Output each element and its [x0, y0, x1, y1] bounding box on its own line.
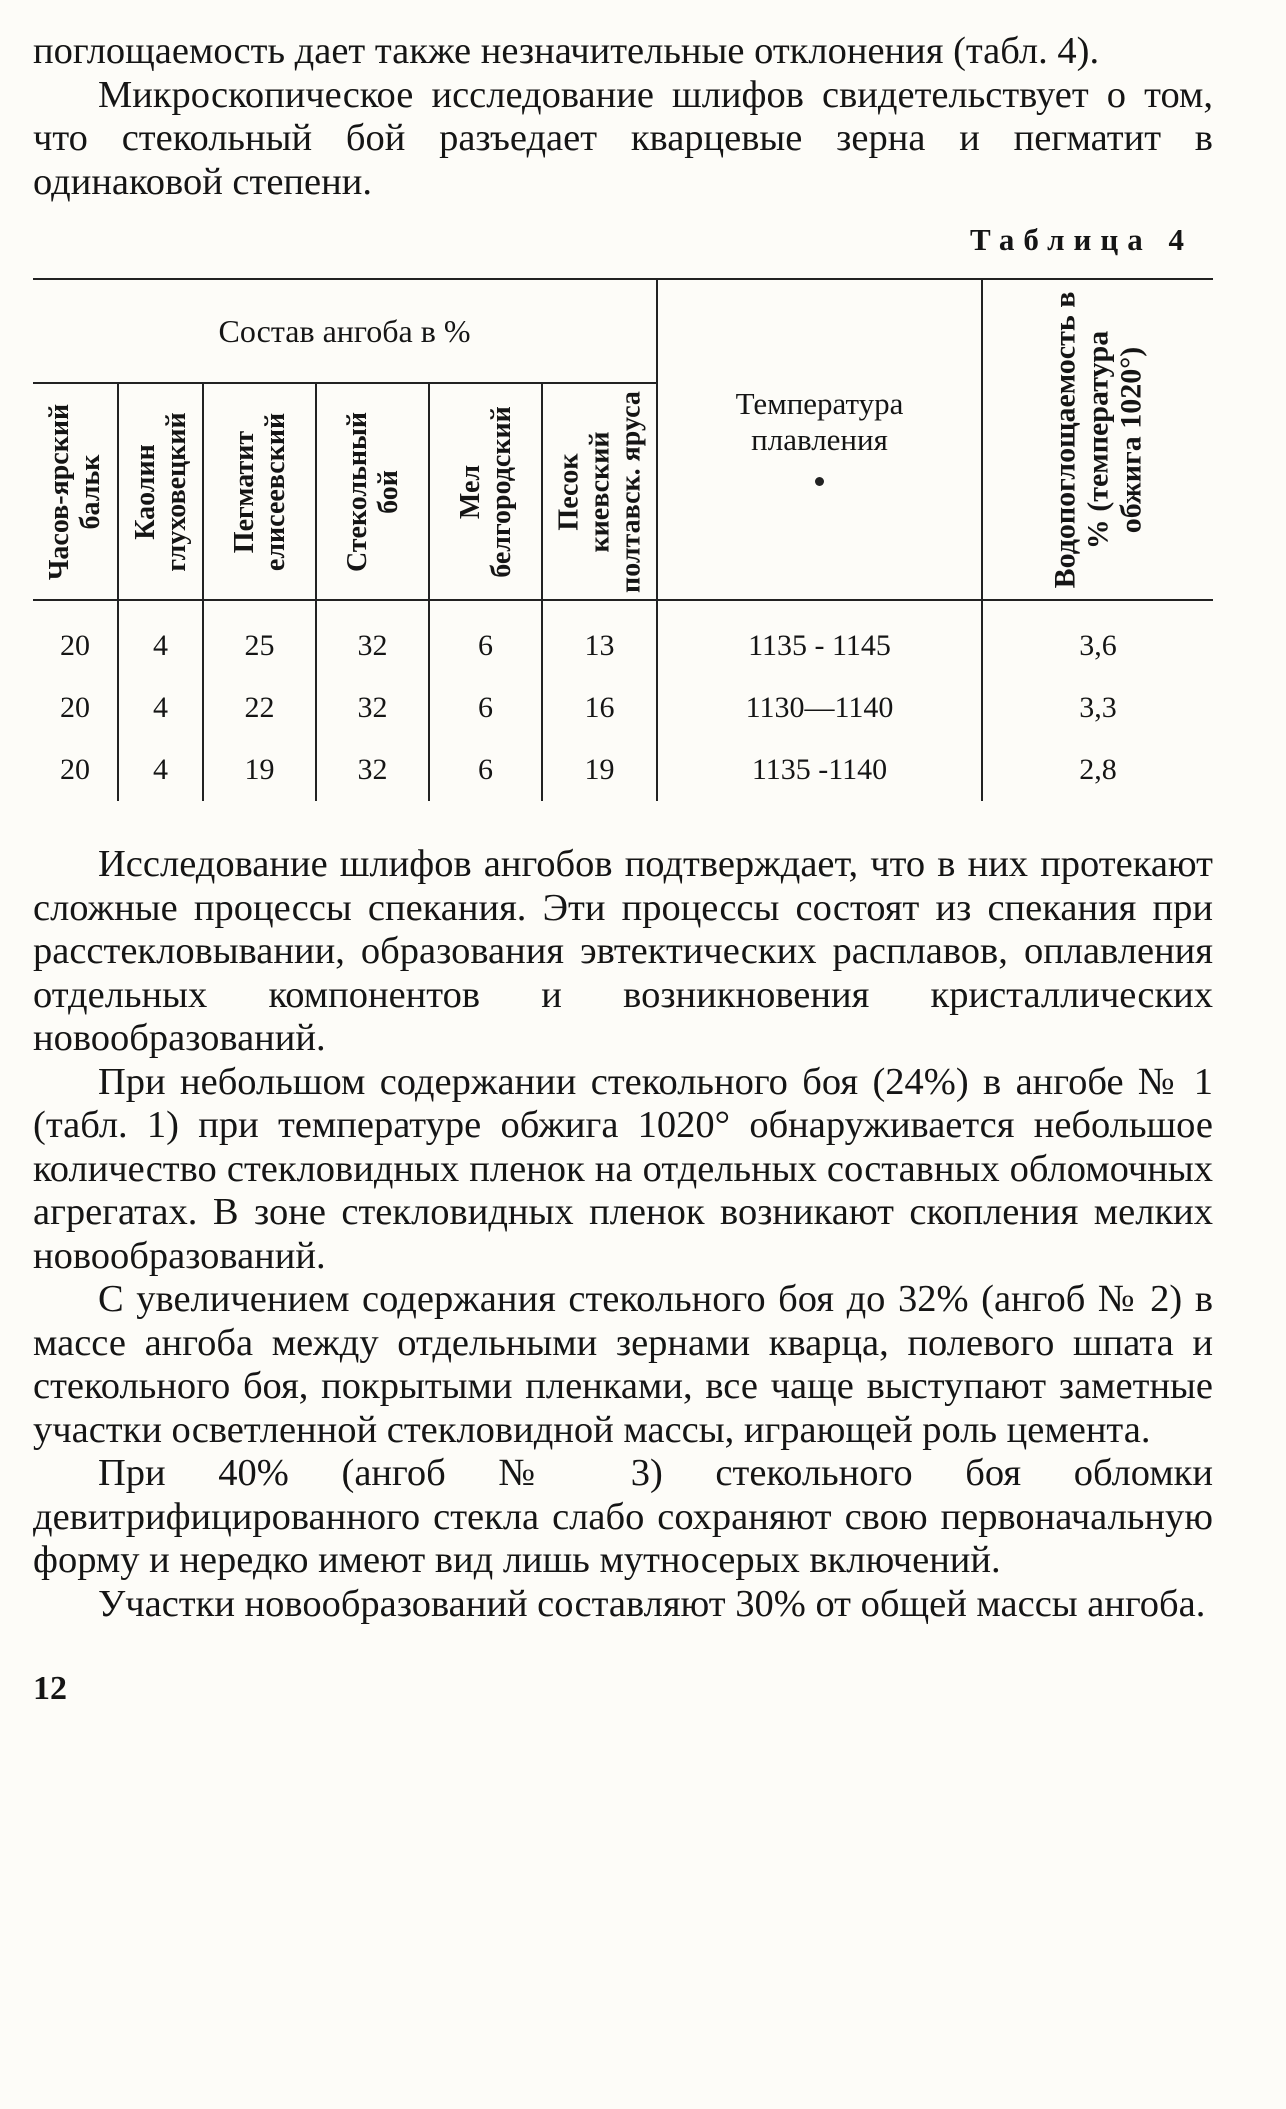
- cell: 20: [60, 691, 90, 724]
- cell: 6: [429, 600, 542, 677]
- col-label: Мел белгородский: [454, 405, 517, 578]
- cell: 4: [118, 739, 203, 801]
- temperature-header-label: Температура плавления: [735, 385, 904, 457]
- page-number: 12: [33, 1670, 67, 1707]
- col-header-pegmatite: [203, 383, 316, 600]
- cell: 32: [316, 677, 429, 739]
- cell-water: 2,8: [982, 739, 1213, 801]
- cell: 19: [542, 739, 657, 801]
- col-header-kaolin: [118, 383, 203, 600]
- cell: 22: [203, 677, 316, 739]
- cell-water: 3,3: [982, 677, 1213, 739]
- cell: 6: [429, 739, 542, 801]
- col-label: Песок киевский полтавск. яруса: [553, 390, 646, 593]
- group-header: Состав ангоба в %: [33, 279, 657, 383]
- composition-table: [33, 278, 1213, 801]
- temperature-header: [657, 279, 982, 600]
- paragraph-sintering: Исследование шлифов ангобов подтверждает, что в них протекают сложные процессы спекания. Эти процессы состоят из спекания при расстекловывании, образования эвтектических расплавов, оплавления отдельных компонентов и возникновения кристаллических новообразований.: [33, 843, 1213, 1059]
- cell: 19: [203, 739, 316, 801]
- cell-temperature: 1130—1140: [657, 677, 982, 739]
- table-row: [33, 600, 1213, 677]
- table-4: [33, 278, 1213, 801]
- cell: 6: [429, 677, 542, 739]
- paragraph-24-percent: При небольшом содержании стекольного боя (24%) в ангобе № 1 (табл. 1) при температуре обжига 1020° обнаруживается небольшое количество стекловидных пленок на отдельных составных обломочных агрегатах. В зоне стекловидных пленок возникают скопления мелких новообразований.: [33, 1060, 1213, 1277]
- cell: 32: [316, 600, 429, 677]
- cell: 16: [542, 677, 657, 739]
- paragraph-continuation: поглощаемость дает также незначительные отклонения (табл. 4).: [33, 30, 1100, 72]
- col-header-chasov-yar: [33, 383, 118, 600]
- paragraph-32-percent: С увеличением содержания стекольного боя до 32% (ангоб № 2) в массе ангоба между отдельными зернами кварца, полевого шпата и стекольного боя, покрытыми пленками, все чаще выступают заметные участки осветленной стекловидной массы, играющей роль цемента.: [33, 1278, 1213, 1451]
- cell: 13: [542, 600, 657, 677]
- cell: 20: [60, 629, 90, 662]
- col-header-chalk: [429, 383, 542, 600]
- water-absorption-header: [982, 279, 1213, 600]
- table-caption: Таблица 4: [970, 222, 1193, 257]
- cell-water: 3,6: [982, 600, 1213, 677]
- paragraph-new-formations: Участки новообразований составляют 30% от общей массы ангоба.: [98, 1582, 1206, 1625]
- col-label: Каолин глуховецкий: [129, 411, 192, 572]
- cell-temperature: 1135 -1140: [657, 739, 982, 801]
- cell-temperature: 1135 - 1145: [657, 600, 982, 677]
- table-row: [33, 677, 1213, 739]
- col-header-glass-cullet: [316, 383, 429, 600]
- col-label: Стекольный бой: [341, 411, 404, 572]
- cell: 25: [203, 600, 316, 677]
- spacer: [33, 801, 1213, 843]
- table-row: [33, 739, 1213, 801]
- paragraph-microscopy: Микроскопическое исследование шлифов свидетельствует о том, что стекольный бой разъедает кварцевые зерна и пегматит в одинаковой степени.: [33, 73, 1213, 203]
- cell: 4: [118, 677, 203, 739]
- cell: 32: [316, 739, 429, 801]
- col-header-sand: [542, 383, 657, 600]
- water-absorption-label: Водопоглощаемость в % (температура обжига 1020°): [1048, 291, 1148, 588]
- col-label: Часов-ярский бальк: [44, 403, 106, 580]
- cell: 4: [118, 600, 203, 677]
- paragraph-40-percent: При 40% (ангоб № 3) стекольного боя обломки девитрифицированного стекла слабо сохраняют свою первоначальную форму и нередко имеют вид лишь мутносерых включений.: [33, 1452, 1213, 1581]
- cell: 20: [60, 753, 90, 786]
- col-label: Пегматит елисеевский: [228, 412, 291, 571]
- dot-mark: [815, 477, 824, 486]
- book-page: [33, 30, 1213, 1708]
